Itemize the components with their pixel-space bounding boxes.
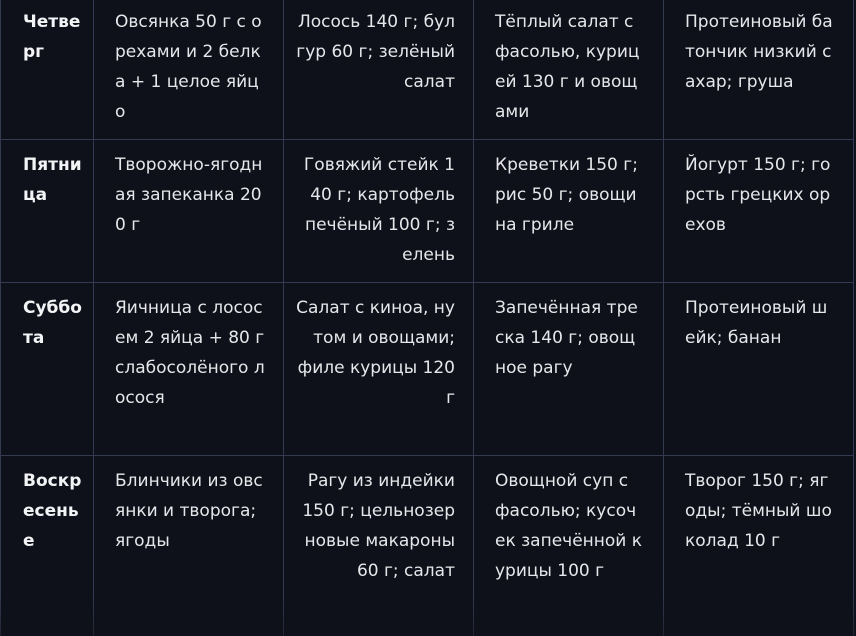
day-cell: Четверг <box>1 0 94 140</box>
snack-cell: Протеиновый шейк; банан <box>664 283 854 456</box>
lunch-cell: Салат с киноа, нутом и овощами; филе курицы 120 г <box>284 283 474 456</box>
lunch-cell: Говяжий стейк 140 г; картофель печёный 100 г; зелень <box>284 140 474 283</box>
dinner-cell: Креветки 150 г; рис 50 г; овощи на гриле <box>474 140 664 283</box>
day-cell: Воскресенье <box>1 456 94 636</box>
day-cell: Суббота <box>1 283 94 456</box>
day-cell: Пятница <box>1 140 94 283</box>
table-row <box>1 456 854 636</box>
table-row <box>1 0 854 140</box>
dinner-cell: Запечённая треска 140 г; овощное рагу <box>474 283 664 456</box>
table-row <box>1 140 854 283</box>
lunch-cell: Рагу из индейки 150 г; цельнозерновые макароны 60 г; салат <box>284 456 474 636</box>
dinner-cell: Тёплый салат с фасолью, курицей 130 г и овощами <box>474 0 664 140</box>
snack-cell: Йогурт 150 г; горсть грецких орехов <box>664 140 854 283</box>
snack-cell: Творог 150 г; ягоды; тёмный шоколад 10 г <box>664 456 854 636</box>
breakfast-cell: Блинчики из овсянки и творога; ягоды <box>94 456 284 636</box>
dinner-cell: Овощной суп с фасолью; кусочек запечённой курицы 100 г <box>474 456 664 636</box>
breakfast-cell: Творожно-ягодная запеканка 200 г <box>94 140 284 283</box>
lunch-cell: Лосось 140 г; булгур 60 г; зелёный салат <box>284 0 474 140</box>
table-row <box>1 283 854 456</box>
breakfast-cell: Яичница с лососем 2 яйца + 80 г слабосолёного лосося <box>94 283 284 456</box>
breakfast-cell: Овсянка 50 г с орехами и 2 белка + 1 целое яйцо <box>94 0 284 140</box>
snack-cell: Протеиновый батончик низкий сахар; груша <box>664 0 854 140</box>
